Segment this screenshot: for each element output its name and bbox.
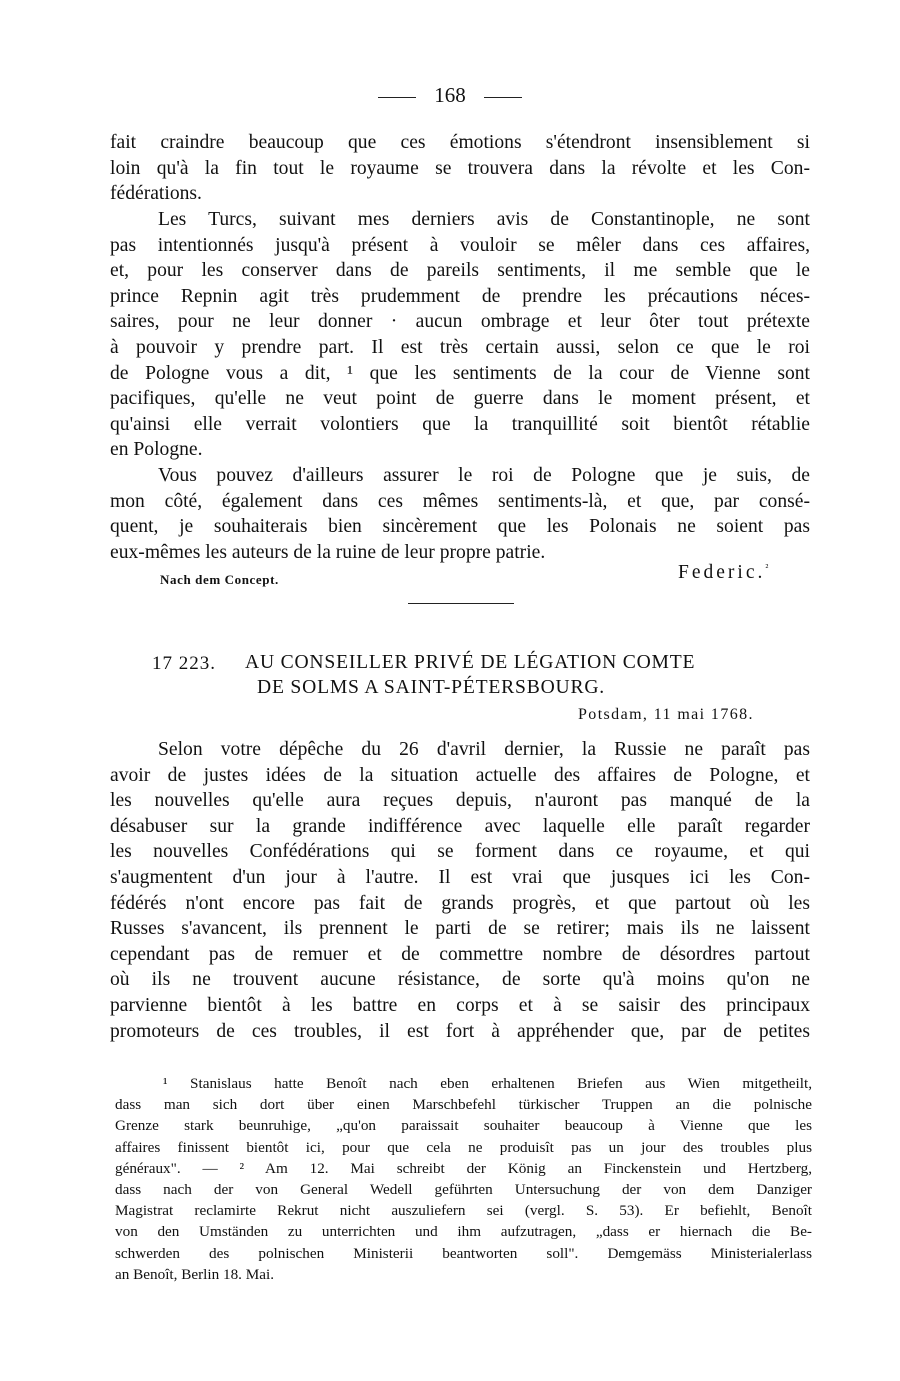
footnote-line: von den Umständen zu unterrichten und ihm aufzutragen, „dass er hiernach die Be-: [115, 1223, 812, 1241]
text-line: cependant pas de remuer et de commettre nombre de désordres partout: [110, 943, 810, 965]
footnotes: [115, 1073, 812, 1285]
footnote-line: Grenze stark beunruhige, „qu'on paraissait souhaiter beaucoup à Vienne que les: [115, 1117, 812, 1135]
footnote-line: dass man sich dort über einen Marschbefehl türkischer Truppen an die polnische: [115, 1096, 812, 1114]
text-line: de Pologne vous a dit, ¹ que les sentiments de la cour de Vienne sont: [110, 362, 810, 384]
paragraph-continuation: [110, 130, 810, 207]
text-line: les nouvelles Confédérations qui se forment dans ce royaume, et qui: [110, 841, 810, 863]
text-line: à pouvoir y prendre part. Il est très certain aussi, selon ce que le roi: [110, 336, 810, 358]
text-line: mon côté, également dans ces mêmes sentiments-là, et que, par consé-: [110, 490, 810, 512]
letter-title-line2: DE SOLMS A SAINT-PÉTERSBOURG.: [257, 677, 606, 698]
header-dash-right: [484, 97, 522, 98]
text-line: saires, pour ne leur donner · aucun ombrage et leur ôter tout prétexte: [110, 311, 810, 333]
text-line: pas intentionnés jusqu'à présent à vouloir se mêler dans ces affaires,: [110, 234, 810, 256]
letter-title-line1: AU CONSEILLER PRIVÉ DE LÉGATION COMTE: [245, 652, 696, 673]
text-line: fédérations.: [110, 183, 202, 205]
page-number: 168: [434, 83, 466, 107]
footnote-line: ¹ Stanislaus hatte Benoît nach eben erhaltenen Briefen aus Wien mitgetheilt,: [163, 1075, 812, 1092]
paragraph-letter-body: [110, 737, 810, 1044]
signature-text: Federic.: [678, 562, 766, 583]
text-line: loin qu'à la fin tout le royaume se trouvera dans la révolte et les Con-: [110, 157, 810, 179]
letter-dateline: Potsdam, 11 mai 1768.: [578, 706, 754, 723]
signature-footnote-mark: ²: [765, 562, 769, 574]
footnote-line: schwerden des polnischen Ministerii beantworten soll". Demgemäss Ministerialerlass: [115, 1244, 812, 1262]
paragraph-assurance: [110, 463, 810, 565]
source-note: Nach dem Concept.: [160, 572, 279, 587]
section-divider: [408, 603, 514, 604]
text-line: prince Repnin agit très prudemment de prendre les précautions néces-: [110, 285, 810, 307]
text-line: fédérés n'ont encore pas fait de grands progrès, et que partout où les: [110, 892, 810, 914]
text-line: Russes s'avancent, ils prennent le parti de se retirer; mais ils ne laissent: [110, 918, 810, 940]
text-line: s'augmentent d'un jour à l'autre. Il est vrai que jusques ici les Con-: [110, 866, 810, 888]
footnote-line: dass nach der von General Wedell geführten Untersuchung der von dem Danziger: [115, 1181, 812, 1199]
letter-title: [245, 650, 805, 700]
text-line: parvienne bientôt à les battre en corps et à se saisir des principaux: [110, 994, 810, 1016]
text-line: en Pologne.: [110, 439, 203, 461]
text-line: avoir de justes idées de la situation actuelle des affaires de Pologne, et: [110, 764, 810, 786]
text-line: promoteurs de ces troubles, il est fort à appréhender que, par de petites: [110, 1020, 810, 1042]
text-line: où ils ne trouvent aucune résistance, de sorte qu'à moins qu'on ne: [110, 969, 810, 991]
text-line: Les Turcs, suivant mes derniers avis de Constantinople, ne sont: [158, 209, 810, 230]
letter-number: 17 223.: [152, 653, 216, 674]
text-line: Selon votre dépêche du 26 d'avril dernier, la Russie ne paraît pas: [158, 739, 810, 760]
text-line: désabuser sur la grande indifférence avec laquelle elle paraît regarder: [110, 815, 810, 837]
footnote-line: affaires finissent bientôt ici, pour que cela ne produisît pas un jour des troubles plus: [115, 1138, 812, 1156]
text-line: et, pour les conserver dans de pareils sentiments, il me semble que le: [110, 260, 810, 282]
text-line: eux-mêmes les auteurs de la ruine de leur propre patrie.: [110, 541, 546, 563]
page-header: [0, 82, 900, 108]
text-line: pacifiques, qu'elle ne veut point de guerre dans le moment présent, et: [110, 388, 810, 410]
text-line: les nouvelles qu'elle aura reçues depuis, n'auront pas manqué de la: [110, 790, 810, 812]
footnote-line: Magistrat reclamirte Rekrut nicht auszuliefern sei (vergl. S. 53). Er befiehlt, Benoît: [115, 1202, 812, 1220]
text-line: qu'ainsi elle verrait volontiers que la tranquillité soit bientôt rétablie: [110, 413, 810, 435]
footnote-line: an Benoît, Berlin 18. Mai.: [115, 1265, 275, 1283]
footnote-line: généraux". — ² Am 12. Mai schreibt der König an Finckenstein und Hertzberg,: [115, 1159, 812, 1177]
text-line: Vous pouvez d'ailleurs assurer le roi de Pologne que je suis, de: [158, 465, 810, 486]
paragraph-turks: [110, 207, 810, 463]
text-line: fait craindre beaucoup que ces émotions s'étendront insensiblement si: [110, 132, 810, 153]
header-dash-left: [378, 97, 416, 98]
text-line: quent, je souhaiterais bien sincèrement que les Polonais ne soient pas: [110, 516, 810, 538]
signature: [678, 562, 768, 584]
